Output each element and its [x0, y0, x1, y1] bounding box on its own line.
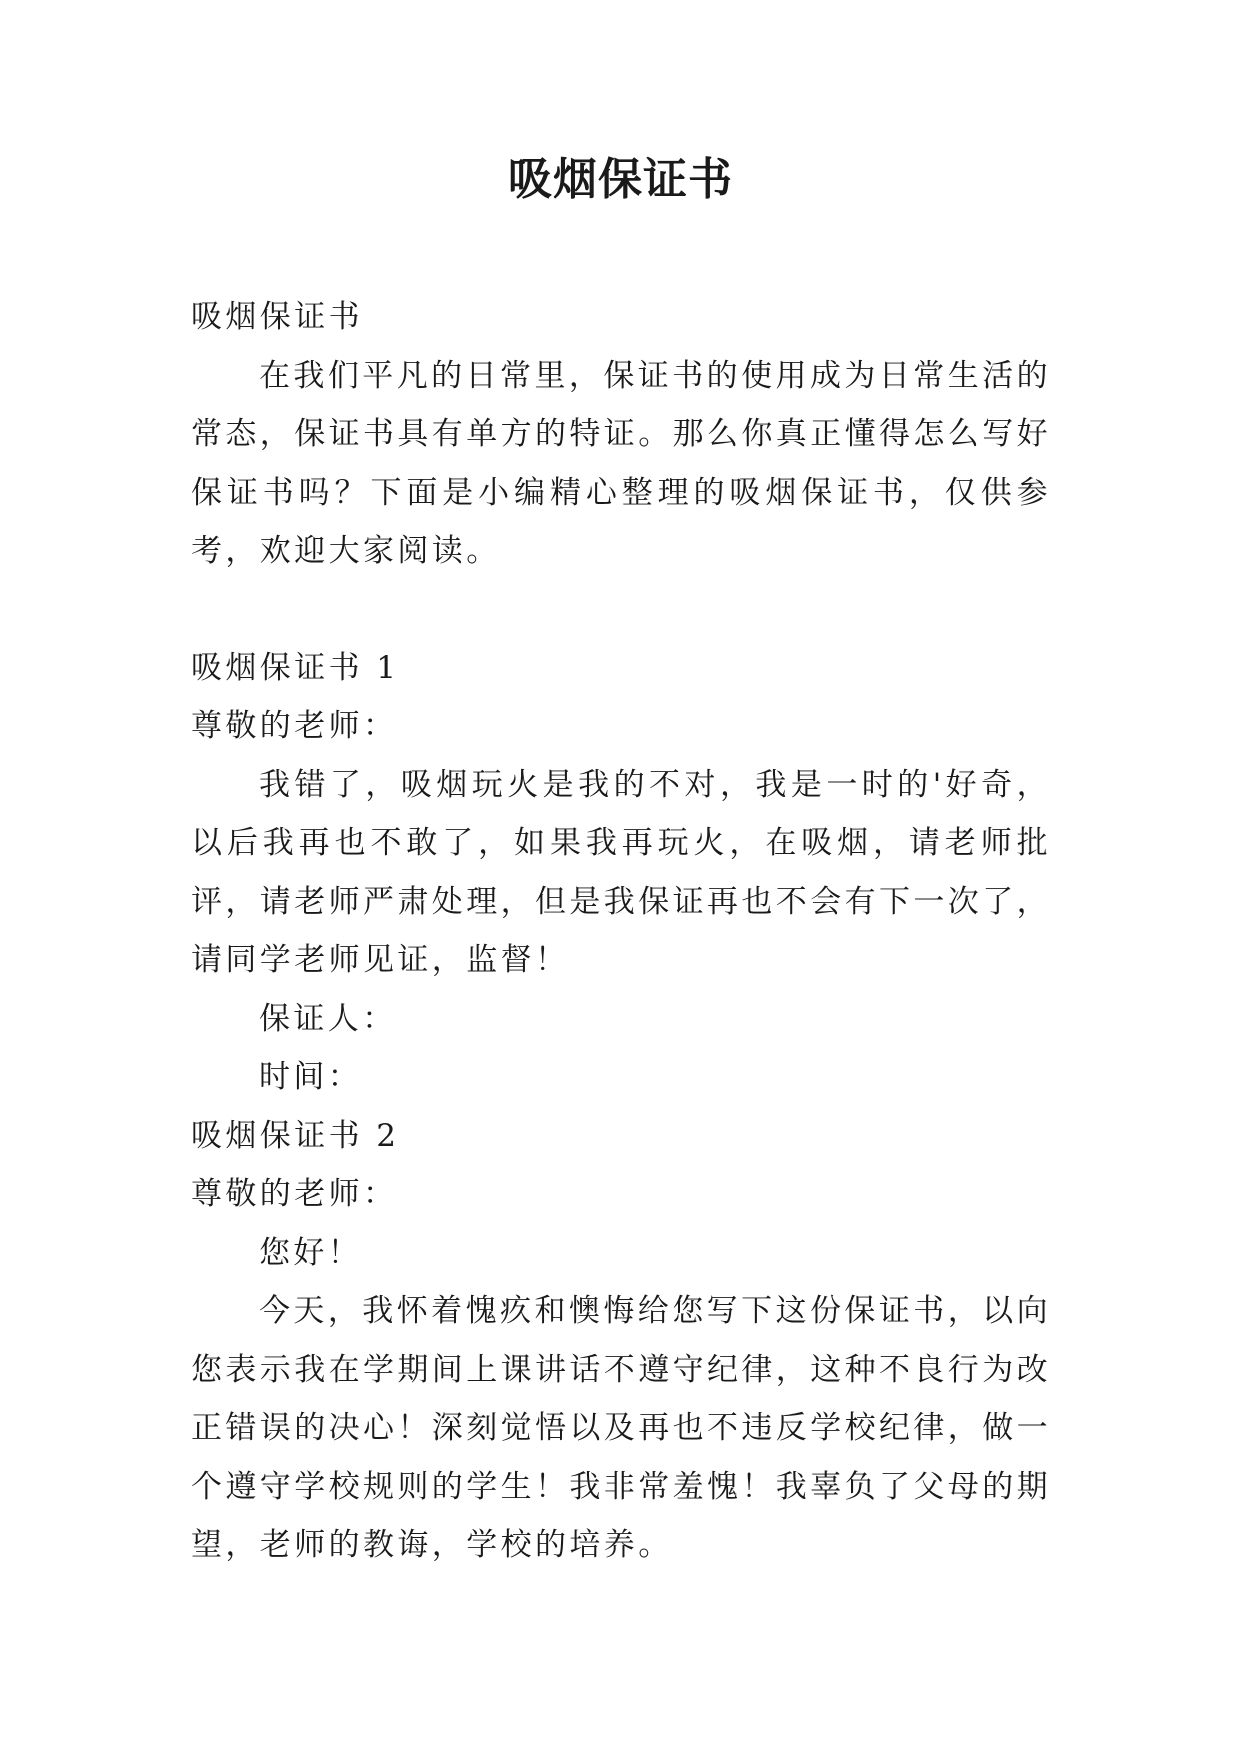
- section-gap: [191, 581, 1051, 639]
- salutation-1: 尊敬的老师：: [191, 708, 398, 744]
- body-paragraph-2: 今天，我怀着愧疚和懊悔给您写下这份保证书，以向您表示我在学期间上课讲话不遵守纪律，这种不良行为改正错误的决心！深刻觉悟以及再也不违反学校纪律，做一个遵守学校规则的学生！我非常羞愧！我辜负了父母的期望，老师的教诲，学校的培养。: [191, 1293, 1051, 1563]
- document-title: 吸烟保证书: [508, 154, 733, 205]
- document-body: [191, 288, 1051, 1575]
- section-heading-1: 吸烟保证书 1: [191, 649, 400, 686]
- greeting-line: 您好！: [259, 1234, 363, 1271]
- salutation-2: 尊敬的老师：: [191, 1176, 398, 1212]
- guarantor-line: 保证人：: [259, 1000, 397, 1037]
- body-paragraph-1: 我错了，吸烟玩火是我的不对，我是一时的'好奇，以后我再也不敢了，如果我再玩火，在吸烟，请老师批评，请老师严肃处理，但是我保证再也不会有下一次了，请同学老师见证，监督！: [191, 766, 1051, 978]
- section-heading-2: 吸烟保证书 2: [191, 1117, 400, 1154]
- intro-paragraph: 在我们平凡的日常里，保证书的使用成为日常生活的常态，保证书具有单方的特证。那么你真正懂得怎么写好保证书吗？下面是小编精心整理的吸烟保证书，仅供参考，欢迎大家阅读。: [191, 357, 1051, 569]
- date-line: 时间：: [259, 1059, 363, 1095]
- subtitle-line: 吸烟保证书: [191, 299, 363, 335]
